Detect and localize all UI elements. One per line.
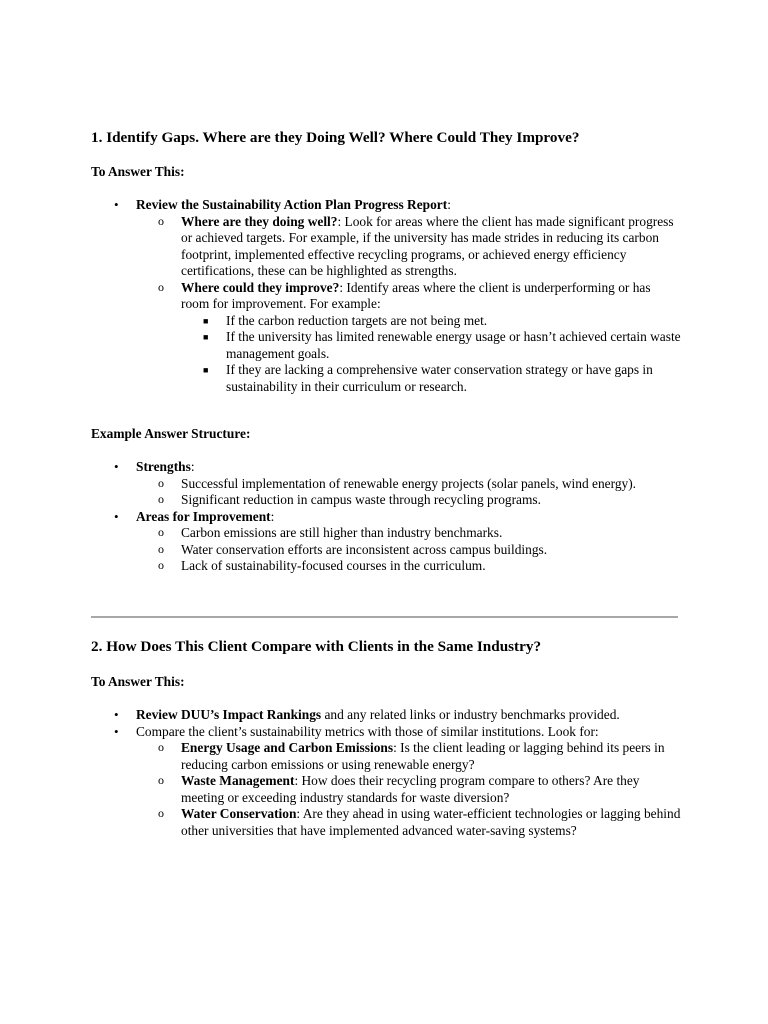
- compare-metrics-text: Compare the client’s sustainability metrics with those of similar institutions. Look for:: [136, 723, 599, 739]
- bullet-square-icon: ■: [203, 332, 209, 342]
- bullet-circle-icon: o: [158, 525, 164, 539]
- list-item-example: ■ If they are lacking a comprehensive water conservation strategy or have gaps in sustainability in their curriculum or research.: [203, 362, 653, 394]
- bullet-disc-icon: •: [114, 723, 119, 739]
- bullet-disc-icon: •: [114, 459, 119, 474]
- bullet-square-icon: ■: [203, 315, 209, 326]
- bullet-circle-icon: o: [158, 492, 164, 506]
- section-2-main-list: [114, 707, 681, 839]
- list-item-strength: o Significant reduction in campus waste through recycling programs.: [158, 492, 541, 507]
- compare-metrics-sublist: [158, 740, 681, 839]
- energy-bold: Energy Usage and Carbon Emissions: [181, 740, 394, 755]
- strengths-bold: Strengths: [136, 459, 191, 474]
- bullet-circle-icon: o: [158, 213, 164, 228]
- doing-well-bold: Where are they doing well?: [181, 213, 338, 229]
- doing-well-text: : Look for areas where the client has made significant progress or achieved targets. For example, if the university has made strides in reducing its carbon footprint, implemented effective recycling programs, or achieved energy efficiency certifications, these can be highlighted as strengths.: [181, 213, 674, 278]
- bullet-square-icon: ■: [203, 365, 209, 375]
- bullet-circle-icon: o: [158, 558, 164, 572]
- could-improve-bold: Where could they improve?: [181, 279, 340, 295]
- waste-bold: Waste Management: [181, 773, 295, 788]
- bullet-circle-icon: o: [158, 806, 164, 820]
- list-item-waste: o Waste Management: How does their recycling program compare to others? Are they meeting or exceeding industry standards for waste diversion?: [158, 773, 640, 805]
- areas-improvement-bold: Areas for Improvement: [136, 508, 271, 524]
- bullet-circle-icon: o: [158, 475, 164, 490]
- review-rankings-text: and any related links or industry benchmarks provided.: [321, 707, 620, 722]
- bullet-disc-icon: •: [114, 197, 119, 212]
- list-item-energy: o Energy Usage and Carbon Emissions: Is the client leading or lagging behind its peers in reducing carbon emissions or using renewable energy?: [158, 740, 665, 772]
- section-2-heading: 2. How Does This Client Compare with Clients in the Same Industry?: [91, 638, 542, 655]
- bullet-circle-icon: o: [158, 740, 164, 754]
- bullet-circle-icon: o: [158, 541, 164, 556]
- list-item-areas-improvement: • Areas for Improvement: o Carbon emissions are still higher than industry benchmarks. o Water conservation efforts are inconsistent across campus buildings. o Lack of sustainability-focused courses in the curriculum.: [136, 509, 681, 575]
- example-answer-label: Example Answer Structure:: [91, 426, 251, 441]
- review-rankings-bold: Review DUU’s Impact Rankings: [136, 707, 322, 722]
- strengths-sublist: [158, 475, 681, 509]
- list-item-strengths: • Strengths: o Successful implementation of renewable energy projects (solar panels, wind energy). o Significant reduction in campus waste through recycling programs.: [136, 459, 681, 509]
- list-item-compare-metrics: [114, 723, 681, 840]
- areas-improvement-sublist: [158, 525, 681, 575]
- review-report-colon: :: [447, 197, 451, 212]
- bullet-disc-icon: •: [114, 508, 119, 524]
- list-item-example: ■ If the carbon reduction targets are not being met.: [203, 312, 488, 328]
- list-item-could-improve: [158, 279, 681, 396]
- section-2-to-answer-label: To Answer This:: [91, 674, 185, 689]
- improve-examples-list: [203, 312, 681, 396]
- bullet-disc-icon: •: [114, 707, 119, 722]
- section-1-main-list: [114, 197, 681, 395]
- list-item-water: o Water Conservation: Are they ahead in using water-efficient technologies or lagging behind other universities that have implemented advanced water-saving systems?: [158, 806, 681, 838]
- list-item-area: o Carbon emissions are still higher than industry benchmarks.: [158, 525, 503, 540]
- section-1-to-answer-label: To Answer This:: [91, 164, 185, 179]
- list-item-review-rankings: [114, 707, 681, 724]
- water-bold: Water Conservation: [181, 806, 297, 821]
- review-report-sublist: [158, 213, 681, 396]
- list-item-example: ■ If the university has limited renewable energy usage or hasn’t achieved certain waste management goals.: [203, 329, 681, 361]
- bullet-circle-icon: o: [158, 279, 164, 294]
- list-item-area: o Water conservation efforts are inconsistent across campus buildings.: [158, 541, 548, 557]
- bullet-circle-icon: o: [158, 773, 164, 787]
- example-answer-list: [114, 459, 681, 575]
- review-report-bold: Review the Sustainability Action Plan Progress Report: [136, 197, 448, 212]
- list-item-area: o Lack of sustainability-focused courses in the curriculum.: [158, 558, 486, 573]
- horizontal-divider: [91, 616, 678, 618]
- list-item-doing-well: [158, 213, 681, 280]
- list-item-review-report: [114, 197, 681, 395]
- list-item-strength: o Successful implementation of renewable energy projects (solar panels, wind energy).: [158, 475, 637, 491]
- section-1-heading: 1. Identify Gaps. Where are they Doing Well? Where Could They Improve?: [91, 129, 580, 146]
- could-improve-text: : Identify areas where the client is underperforming or has room for improvement. For example:: [181, 279, 651, 311]
